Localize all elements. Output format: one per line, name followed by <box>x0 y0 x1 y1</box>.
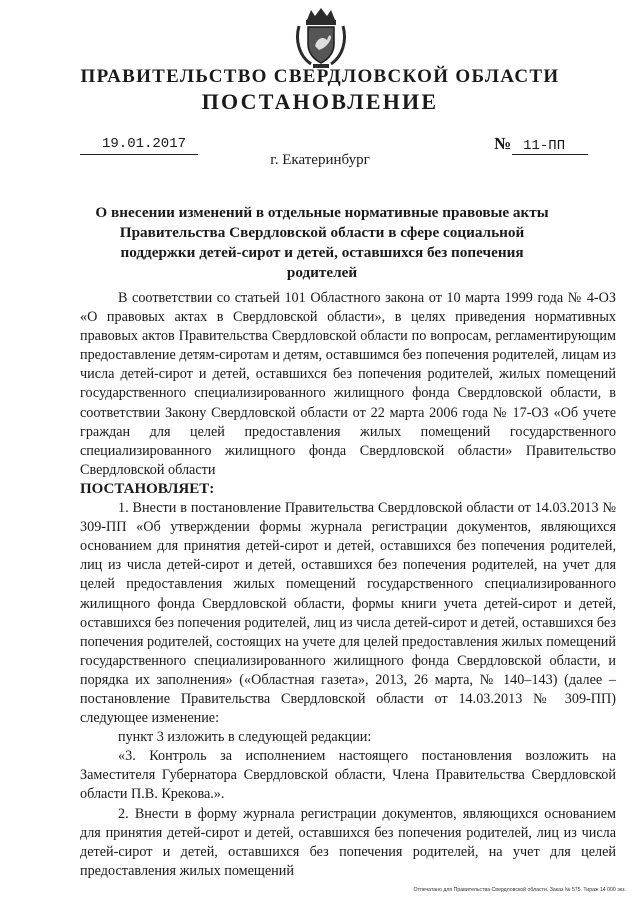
document-number <box>494 134 593 154</box>
document-body <box>80 289 616 881</box>
document-date: 19.01.2017 <box>102 136 187 152</box>
coat-of-arms-icon <box>293 6 349 70</box>
number-value: 11-ПП <box>523 138 566 154</box>
document-heading: О внесении изменений в отдельные нормативные правовые акты Правительства Свердловской области в сфере социальной поддержки детей-сирот и детей, оставшихся без попечения родителей <box>95 204 549 281</box>
clause-2-paragraph: 2. Внести в форму журнала регистрации документов, являющихся основанием для принятия детей-сирот и детей, оставшихся без попечения родителей, лиц из числа детей-сирот и детей, оставшихся без попечения родителей, на учет для целей предоставления жилых помещений <box>80 805 616 879</box>
number-sign: № <box>494 134 512 153</box>
city: г. Екатеринбург <box>270 152 370 168</box>
print-footer-note: Отпечатано для Правительства Свердловской области. Заказ № 575. Тираж 14 000 экз. <box>413 887 626 893</box>
clause-1-paragraph: 1. Внести в постановление Правительства Свердловской области от 14.03.2013 № 309-ПП «Об утверждении формы журнала регистрации документов, являющихся основанием для принятия детей-сирот и детей, оставшихся без попечения родителей, лиц из числа детей-сирот и детей, оставшихся без попечения родителей, на учет для целей предоставления жилых помещений государственного специализированного жилищного фонда Свердловской области, формы книги учета детей-сирот и детей, оставшихся без попечения родителей, лиц из числа детей-сирот и детей, оставшихся без попечения родителей, состоящих на учете для целей предоставления жилых помещений государственного специализированного жилищного фонда Свердловской области, и порядка их заполнения» («Областная газета», 2013, 26 марта, № 140–143) (далее – постановление Правительства Свердловской области от 14.03.2013 № 309-ПП) следующее изменение: <box>80 500 616 727</box>
document-type: ПОСТАНОВЛЕНИЕ <box>201 89 439 114</box>
preamble-paragraph: В соответствии со статьей 101 Областного закона от 10 марта 1999 года № 4-ОЗ «О правовых актах в Свердловской области», в целях приведения нормативных правовых актов Правительства Свердловской области по вопросам, регламентирующим предоставление детям-сиротам и детям, оставшимся без попечения родителей, лицам из числа детей-сирот и детей, оставшихся без попечения родителей, жилых помещений государственного специализированного жилищного фонда Свердловской области, в соответствии Закону Свердловской области от 22 марта 2006 года № 17-ОЗ «Об учете граждан для целей предоставления жилых помещений государственного специализированного жилищного фонда Свердловской области» Правительство Свердловской области <box>80 290 616 478</box>
resolves-heading: ПОСТАНОВЛЯЕТ: <box>80 480 215 497</box>
clause-1-new-wording: «3. Контроль за исполнением настоящего постановления возложить на Заместителя Губернатора Свердловской области, Члена Правительства Свердловской области П.В. Крекова.». <box>80 748 616 803</box>
government-title: ПРАВИТЕЛЬСТВО СВЕРДЛОВСКОЙ ОБЛАСТИ <box>80 66 560 87</box>
clause-1-instruction: пункт 3 изложить в следующей редакции: <box>118 729 372 746</box>
